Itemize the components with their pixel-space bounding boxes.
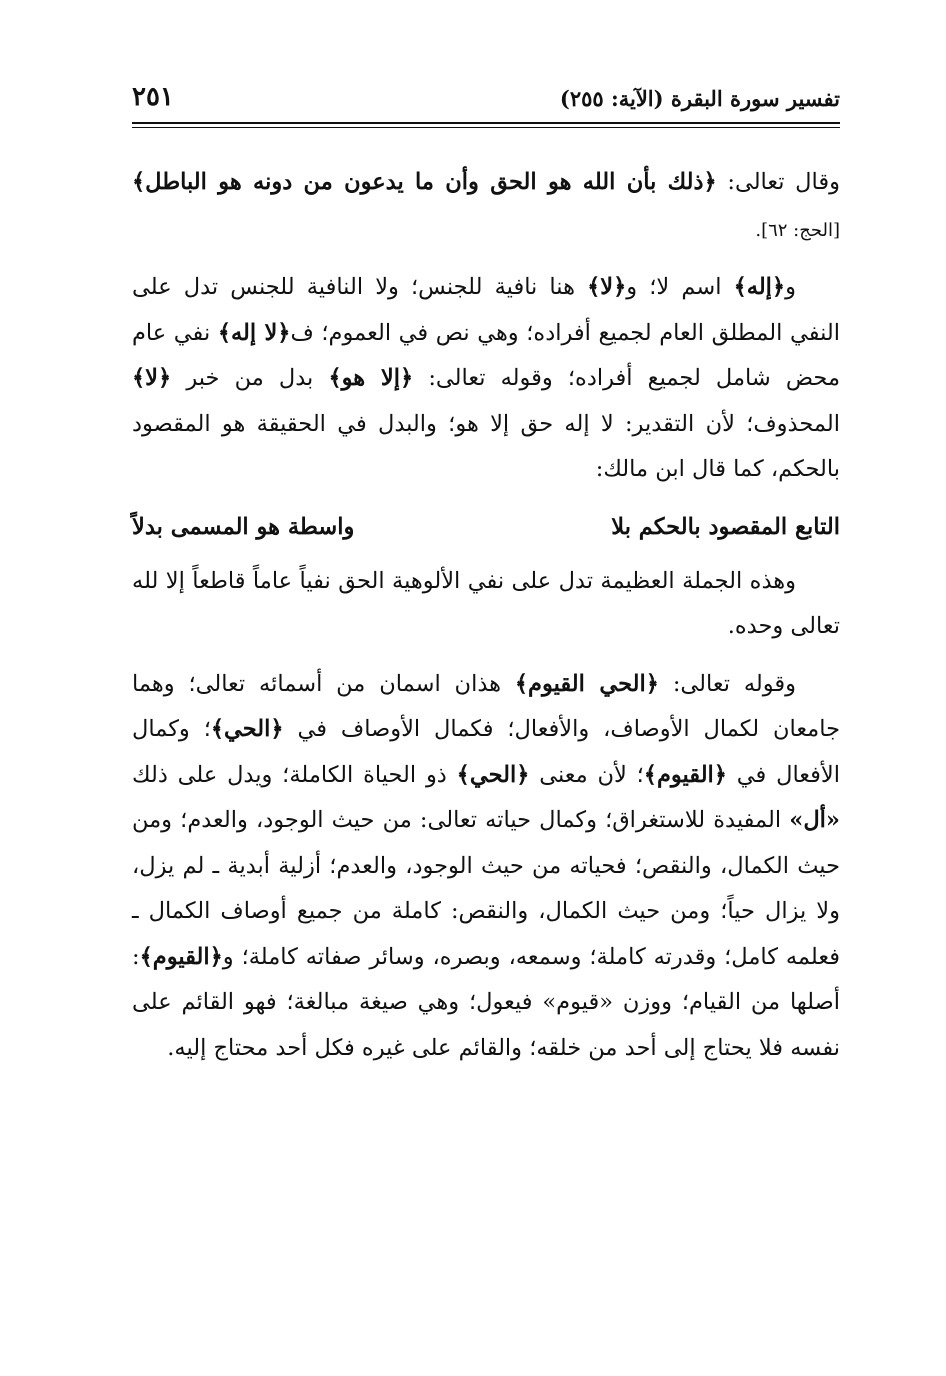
paragraph-1 <box>132 160 840 253</box>
header-rule-thin <box>132 127 840 128</box>
p4-text-2: هذان اسمان من أسمائه تعالى؛ وهما جامعان لكمال الأوصاف، والأفعال؛ فكمال الأوصاف في <box>132 670 840 742</box>
header-rule-thick <box>132 122 840 124</box>
poem-hemistich-1: التابع المقصود بالحكم بلا <box>611 513 840 540</box>
p4-quote-3: ﴿القيوم﴾ <box>643 761 727 788</box>
p4-quote-4: ﴿الحي﴾ <box>456 761 530 788</box>
p2-text-6: المحذوف؛ لأن التقدير: لا إله حق إلا هو؛ والبدل في الحقيقة هو المقصود بالحكم، كما قال ابن مالك: <box>132 410 840 482</box>
p2-quote-1: ﴿إله﴾ <box>733 274 786 300</box>
p2-quote-2: ﴿لا﴾ <box>587 274 627 300</box>
poem-hemistich-2: واسطة هو المسمى بدلاً <box>132 513 355 540</box>
p4-text-5: ذو الحياة الكاملة؛ ويدل على ذلك <box>132 761 457 788</box>
paragraph-3: وهذه الجملة العظيمة تدل على نفي الألوهية الحق نفياً عاماً قاطعاً إلا لله تعالى وحده. <box>132 567 840 639</box>
page-body <box>132 160 840 1071</box>
p2-quote-5: ﴿لا﴾ <box>132 365 172 391</box>
poem-verse <box>132 505 840 549</box>
p4-text-6: المفيدة للاستغراق؛ وكمال حياته تعالى: من حيث الوجود، والعدم؛ ومن حيث الكمال، والنقص؛ فحياته من حيث الوجود، والعدم؛ أزلية أبدية ـ لم يزل، ولا يزال حياً؛ ومن حيث الكمال، والنقص: كاملة من جميع أوصاف الكمال ـ فعلمه كامل؛ وقدرته كاملة؛ وسمعه، وبصره، وسائر صفاته كاملة؛ و <box>132 807 840 970</box>
p4-text-7: : أصلها من القيام؛ ووزن «قيوم» فيعول؛ وهي صيغة مبالغة؛ فهو القائم على نفسه فلا يحتاج إلى أحد من خلقه؛ والقائم على غيره فكل أحد محتاج إليه. <box>132 943 840 1061</box>
page-header <box>132 82 840 122</box>
p1-quran-verse: ﴿ذلك بأن الله هو الحق وأن ما يدعون من دونه هو الباطل﴾ <box>132 169 717 195</box>
p2-text-1: و <box>785 274 796 300</box>
p1-intro: وقال تعالى: <box>716 169 840 195</box>
paragraph-2 <box>132 265 840 493</box>
p4-quote-6: ﴿القيوم﴾ <box>139 943 223 970</box>
p4-text-1: وقوله تعالى: <box>658 670 796 697</box>
running-title: تفسير سورة البقرة (الآية: ٢٥٥) <box>559 86 840 111</box>
p1-surah-reference: [الحج: ٦٢]. <box>755 219 840 241</box>
p2-quote-3: ﴿لا إله﴾ <box>217 319 291 346</box>
p4-quote-1: ﴿الحي القيوم﴾ <box>514 670 659 697</box>
p4-quote-2: ﴿الحي﴾ <box>210 716 284 742</box>
p4-text-3: ؛ وكمال الأفعال في <box>132 716 840 788</box>
page-number: ٢٥١ <box>132 82 174 112</box>
p4-quote-5: «أل» <box>789 807 840 833</box>
paragraph-4 <box>132 662 840 1072</box>
p2-text-4: نفي عام محض شامل لجميع أفراده؛ وقوله تعالى: <box>132 319 840 391</box>
p2-quote-4: ﴿إلا هو﴾ <box>328 365 414 391</box>
p4-text-4: ؛ لأن معنى <box>529 761 644 788</box>
p2-text-5: بدل من خبر <box>171 365 329 391</box>
p2-text-3: هنا نافية للجنس؛ ولا النافية للجنس تدل على النفي المطلق العام لجميع أفراده؛ وهي نص في العموم؛ ف <box>132 274 841 346</box>
p2-text-2: اسم لا؛ و <box>626 274 734 300</box>
